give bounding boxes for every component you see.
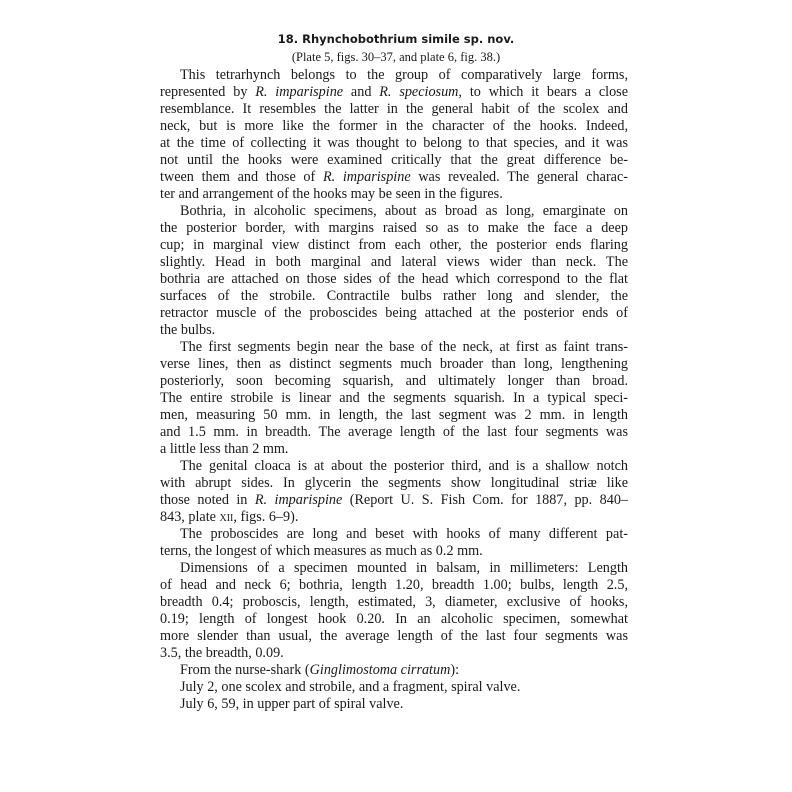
- text-segment: and: [343, 84, 380, 100]
- text-segment: The first segments begin near the base of the neck, at first as faint trans-: [180, 339, 628, 355]
- paragraph: [160, 67, 628, 203]
- text-segment: the bulbs.: [160, 322, 216, 338]
- text-segment: surfaces of the strobile. Contractile bulbs rather long and slender, the: [160, 288, 628, 304]
- paragraph: [160, 526, 628, 560]
- text-line: [160, 509, 628, 526]
- text-line: [160, 186, 628, 203]
- text-line: [160, 305, 628, 322]
- italic-text: R. imparispine: [255, 84, 344, 100]
- text-segment: and 1.5 mm. in breadth. The average length of the last four segments was: [160, 424, 628, 440]
- paragraph: [160, 560, 628, 662]
- text-line: [160, 594, 628, 611]
- italic-text: Ginglimostoma cirratum: [309, 662, 451, 678]
- paragraph: [160, 203, 628, 339]
- paragraph: [160, 339, 628, 458]
- text-line: [160, 356, 628, 373]
- text-segment: bothria are attached on those sides of the head which correspond to the flat: [160, 271, 628, 287]
- text-line: [160, 407, 628, 424]
- text-line: [160, 203, 628, 220]
- text-line: [160, 492, 628, 509]
- text-segment: ):: [450, 662, 460, 678]
- text-line: [160, 645, 628, 662]
- text-segment: (Report U. S. Fish Com. for 1887, pp. 840–: [342, 492, 629, 508]
- text-segment: The entire strobile is linear and the segments squarish. In a typical speci-: [160, 390, 628, 406]
- text-segment: From the nurse-shark (: [180, 662, 310, 678]
- text-segment: not until the hooks were examined critically that the great difference be-: [160, 152, 628, 168]
- text-segment: the posterior border, with margins raised so as to make the face a deep: [160, 220, 628, 236]
- text-line: [160, 288, 628, 305]
- text-line: [160, 84, 628, 101]
- text-line: [160, 101, 628, 118]
- text-segment: retractor muscle of the proboscides being attached at the posterior ends of: [160, 305, 628, 321]
- text-segment: of head and neck 6; bothria, length 1.20, breadth 1.00; bulbs, length 2.5,: [160, 577, 628, 593]
- body-text: [160, 67, 628, 713]
- text-segment: July 6, 59, in upper part of spiral valve.: [180, 696, 404, 712]
- text-line: [160, 458, 628, 475]
- text-segment: men, measuring 50 mm. in length, the last segment was 2 mm. in length: [160, 407, 628, 423]
- paragraph: [160, 679, 628, 696]
- text-line: [160, 118, 628, 135]
- text-line: [160, 696, 628, 713]
- text-line: [160, 628, 628, 645]
- text-segment: with abrupt sides. In glycerin the segments show longitudinal striæ like: [160, 475, 628, 491]
- text-line: [160, 254, 628, 271]
- italic-text: R. speciosum,: [379, 84, 462, 100]
- text-segment: The genital cloaca is at about the posterior third, and is a shallow notch: [180, 458, 628, 474]
- text-line: [160, 135, 628, 152]
- text-segment: July 2, one scolex and strobile, and a fragment, spiral valve.: [180, 679, 521, 695]
- text-segment: xii: [219, 509, 234, 525]
- text-segment: ter and arrangement of the hooks may be seen in the figures.: [160, 186, 503, 202]
- text-line: [160, 679, 628, 696]
- text-segment: verse lines, then as distinct segments much broader than long, lengthening: [160, 356, 628, 372]
- text-line: [160, 390, 628, 407]
- text-segment: Bothria, in alcoholic specimens, about as broad as long, emarginate on: [180, 203, 628, 219]
- text-segment: This tetrarhynch belongs to the group of comparatively large forms,: [180, 67, 628, 83]
- paragraph: [160, 696, 628, 713]
- text-segment: more slender than usual, the average length of the last four segments was: [160, 628, 628, 644]
- text-segment: was revealed. The general charac-: [410, 169, 628, 185]
- text-line: [160, 475, 628, 492]
- section-title: 18. Rhynchobothrium simile sp. nov.: [277, 32, 515, 46]
- text-line: [160, 424, 628, 441]
- text-line: [160, 560, 628, 577]
- text-segment: slightly. Head in both marginal and lateral views wider than neck. The: [160, 254, 628, 270]
- text-line: [160, 271, 628, 288]
- text-segment: those noted in: [160, 492, 255, 508]
- text-line: [160, 441, 628, 458]
- text-line: [160, 577, 628, 594]
- text-segment: terns, the longest of which measures as much as 0.2 mm.: [160, 543, 483, 559]
- text-segment: The proboscides are long and beset with hooks of many different pat-: [180, 526, 628, 542]
- italic-text: R. imparispine: [322, 169, 411, 185]
- text-segment: to which it bears a close: [461, 84, 628, 100]
- text-segment: , figs. 6–9).: [233, 509, 299, 525]
- italic-text: R. imparispine: [254, 492, 343, 508]
- text-segment: Dimensions of a specimen mounted in balsam, in millimeters: Length: [180, 560, 628, 576]
- text-line: [160, 169, 628, 186]
- text-line: [160, 373, 628, 390]
- text-segment: 0.19; length of longest hook 0.20. In an alcoholic specimen, somewhat: [160, 611, 628, 627]
- paragraph: [160, 662, 628, 679]
- text-segment: 843, plate: [160, 509, 220, 525]
- text-line: [160, 152, 628, 169]
- text-line: [160, 322, 628, 339]
- text-segment: cup; in marginal view distinct from each other, the posterior ends flaring: [160, 237, 628, 253]
- text-segment: breadth 0.4; proboscis, length, estimated, 3, diameter, exclusive of hooks,: [160, 594, 628, 610]
- text-segment: represented by: [160, 84, 256, 100]
- text-segment: resemblance. It resembles the latter in the general habit of the scolex and: [160, 101, 628, 117]
- plate-reference: (Plate 5, figs. 30–37, and plate 6, fig. 38.): [291, 50, 501, 64]
- text-segment: neck, but is more like the former in the character of the hooks. Indeed,: [160, 118, 628, 134]
- text-segment: tween them and those of: [160, 169, 323, 185]
- text-line: [160, 237, 628, 254]
- text-line: [160, 526, 628, 543]
- text-line: [160, 339, 628, 356]
- text-line: [160, 662, 628, 679]
- text-segment: 3.5, the breadth, 0.09.: [160, 645, 284, 661]
- text-line: [160, 67, 628, 84]
- text-line: [160, 543, 628, 560]
- text-segment: posteriorly, soon becoming squarish, and ultimately longer than broad.: [160, 373, 628, 389]
- text-line: [160, 220, 628, 237]
- text-line: [160, 611, 628, 628]
- text-segment: a little less than 2 mm.: [160, 441, 289, 457]
- text-segment: at the time of collecting it was thought to belong to that species, and it was: [160, 135, 628, 151]
- paragraph: [160, 458, 628, 526]
